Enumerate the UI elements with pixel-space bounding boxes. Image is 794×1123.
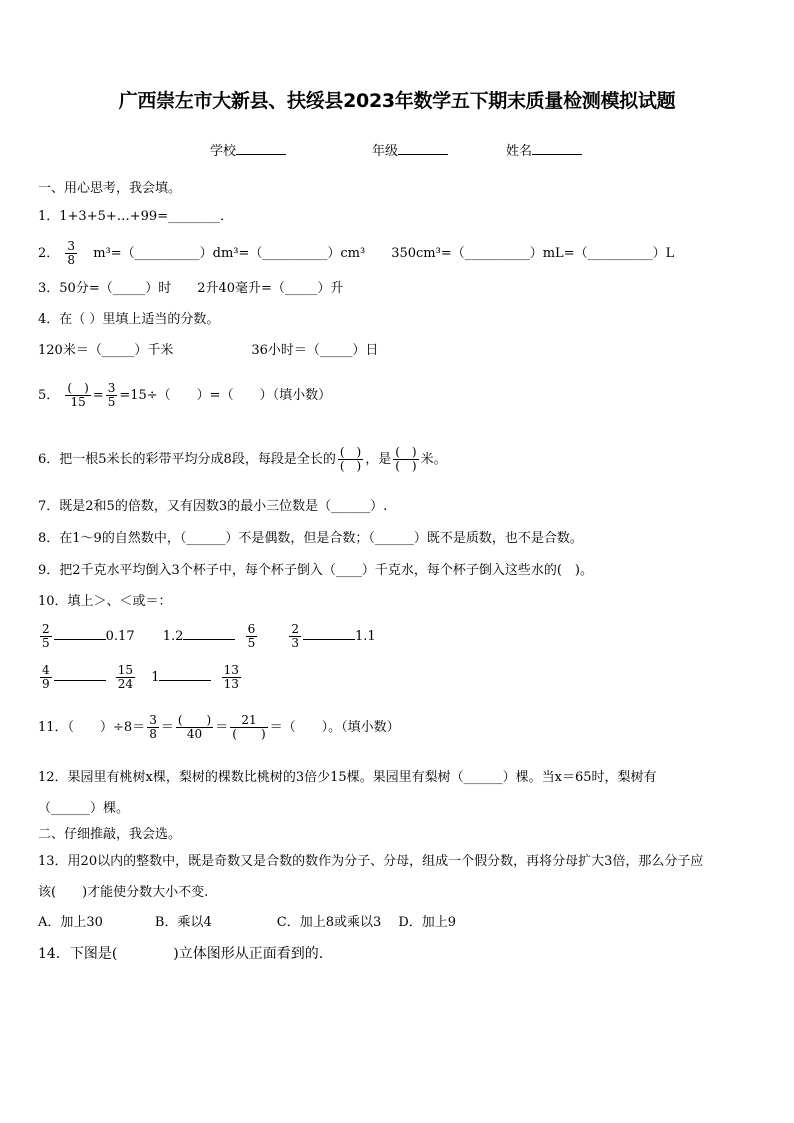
question-10: 10．填上＞、＜或＝： xyxy=(38,594,172,609)
question-7: 7．既是2和5的倍数，又有因数3的最小三位数是（______）. xyxy=(38,499,388,514)
question-13-options: A．加上30 B．乘以4 C．加上8或乘以3 D．加上9 xyxy=(38,915,457,930)
fraction: $\frac{( )}{40}$ xyxy=(177,713,212,741)
fraction: $\frac{15}{24}$ xyxy=(117,663,134,691)
fraction: $\frac{3}{5}$ xyxy=(107,381,116,409)
question-2: 2． $\frac{3}{8}$ m³=（__________）dm³=（__________）cm³ 350cm³=（__________）mL=（__________）L xyxy=(38,239,675,267)
fraction: $\frac{6}{5}$ xyxy=(247,622,256,650)
answer-blank[interactable] xyxy=(183,625,235,640)
question-10-row-1: $\frac{2}{5}$ 0.17 1.2 $\frac{6}{5}$ $\frac{2}{3}$ 1.1 xyxy=(42,622,376,650)
name-blank[interactable] xyxy=(532,142,582,155)
section-2-heading: 二、仔细推敲，我会选。 xyxy=(38,827,182,842)
answer-blank[interactable] xyxy=(303,625,355,640)
fraction: $\frac{13}{13}$ xyxy=(223,663,239,691)
question-3: 3．50分=（_____）时 2升40毫升=（_____）升 xyxy=(38,281,344,296)
question-4: 4．在（ ）里填上适当的分数。 xyxy=(38,312,220,327)
question-10-row-2: $\frac{4}{9}$ $\frac{15}{24}$ 1 $\frac{13}{13}$ xyxy=(42,663,239,691)
fraction: $\frac{2}{5}$ xyxy=(42,622,50,650)
answer-blank[interactable] xyxy=(54,625,106,640)
fraction: $\frac{2}{3}$ xyxy=(291,622,299,650)
fraction: $\frac{3}{8}$ xyxy=(67,239,76,267)
question-5: 5． $\frac{( )}{15}$ = $\frac{3}{5}$ =15÷（ ）=（ ）（填小数） xyxy=(38,381,332,409)
fraction: $\frac{3}{8}$ xyxy=(149,713,157,741)
page-title: 广西崇左市大新县、扶绥县2023年数学五下期末质量检测模拟试题 xyxy=(118,90,676,112)
grade-field: 年级 xyxy=(372,140,448,159)
question-11: 11．（ ）÷8＝ $\frac{3}{8}$ ＝ $\frac{( )}{40}$ ＝ $\frac{21}{( )}$ ＝（ ）。（填小数） xyxy=(38,713,400,741)
answer-blank[interactable] xyxy=(54,666,106,681)
question-13: 13．用20以内的整数中，既是奇数又是合数的数作为分子、分母，组成一个假分数，再将分母扩大3倍，那么分子应 xyxy=(38,854,704,869)
section-1-heading: 一、用心思考，我会填。 xyxy=(38,181,182,196)
question-12: 12．果园里有桃树x棵，梨树的棵数比桃树的3倍少15棵。果园里有梨树（______）棵。当x＝65时，梨树有 xyxy=(38,770,657,785)
name-field: 姓名 xyxy=(506,140,582,159)
fraction: $\frac{21}{( )}$ xyxy=(232,713,266,741)
fraction: $\frac{( )}{15}$ xyxy=(67,381,89,409)
fraction: $\frac{( )}{( )}$ xyxy=(395,445,417,473)
question-6: 6．把一根5米长的彩带平均分成8段，每段是全长的 $\frac{( )}{( )}$ ，是 $\frac{( )}{( )}$ 米。 xyxy=(38,445,447,473)
question-4-items: 120米＝（_____）千米 36小时＝（_____）日 xyxy=(38,343,379,358)
question-9: 9．把2千克水平均倒入3个杯子中，每个杯子倒入（____）千克水，每个杯子倒入这些水的( )。 xyxy=(38,563,593,578)
question-13-cont: 该( )才能使分数大小不变. xyxy=(38,885,209,900)
answer-blank[interactable] xyxy=(159,666,211,681)
grade-blank[interactable] xyxy=(398,142,448,155)
question-1: 1．1+3+5+…+99=________． xyxy=(38,209,234,224)
school-blank[interactable] xyxy=(236,142,286,155)
question-8: 8．在1～9的自然数中，（______）不是偶数，但是合数；（______）既不是质数，也不是合数。 xyxy=(38,531,583,546)
question-14: 14．下图是( )立体图形从正面看到的. xyxy=(38,946,324,962)
fraction: $\frac{4}{9}$ xyxy=(42,663,50,691)
school-field: 学校 xyxy=(210,140,286,159)
question-12-cont: （______）棵。 xyxy=(38,801,130,816)
fraction: $\frac{( )}{( )}$ xyxy=(339,445,362,473)
